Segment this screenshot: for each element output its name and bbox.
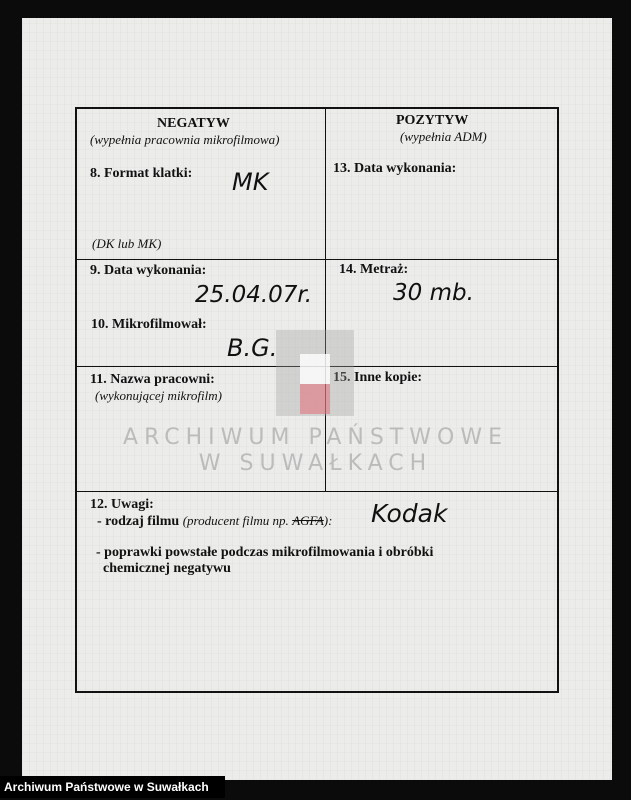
- nazwa-pracowni-hint: (wykonującej mikrofilm): [95, 388, 222, 403]
- rodzaj-filmu-struck: AGFA: [292, 513, 324, 528]
- metraz-value: 30 mb.: [393, 280, 474, 306]
- poprawki-line-1: - poprawki powstałe podczas mikrofilmowania i obróbki: [96, 545, 434, 560]
- format-value: MK: [232, 168, 269, 196]
- rodzaj-filmu-prefix: - rodzaj filmu: [97, 514, 180, 529]
- inne-kopie-label: 15. Inne kopie:: [333, 370, 423, 385]
- pozytyw-title: POZYTYW: [396, 113, 469, 128]
- row-divider-3: [77, 491, 557, 492]
- mikrofilmowal-value: B.G.: [227, 334, 278, 362]
- pozytyw-subtitle: (wypełnia ADM): [400, 129, 487, 144]
- rodzaj-filmu-line: [97, 513, 332, 530]
- data-wykonania-value: 25.04.07r.: [195, 282, 313, 308]
- watermark-logo-red: [300, 384, 330, 414]
- watermark-text-line-1: ARCHIWUM PAŃSTWOWE: [123, 425, 508, 450]
- poprawki-line-2: chemicznej negatywu: [103, 561, 231, 576]
- data-wykonania-label: 9. Data wykonania:: [90, 263, 207, 278]
- watermark-text-line-2: W SUWAŁKACH: [198, 451, 433, 476]
- negatyw-subtitle: (wypełnia pracownia mikrofilmowa): [90, 132, 280, 147]
- format-hint: (DK lub MK): [92, 236, 162, 251]
- rodzaj-filmu-hint-end: ):: [323, 513, 333, 528]
- watermark-logo-white: [300, 354, 330, 384]
- metraz-label: 14. Metraż:: [339, 262, 409, 277]
- nazwa-pracowni-label: 11. Nazwa pracowni:: [90, 372, 215, 387]
- format-label: 8. Format klatki:: [90, 166, 193, 181]
- negatyw-title: NEGATYW: [157, 116, 230, 131]
- row-divider-1: [77, 259, 557, 260]
- rodzaj-filmu-hint: (producent filmu np.: [182, 513, 289, 528]
- rodzaj-filmu-value: Kodak: [371, 499, 448, 528]
- footer-caption: Archiwum Państwowe w Suwałkach: [0, 776, 225, 798]
- uwagi-label: 12. Uwagi:: [90, 497, 154, 512]
- data-wykonania-pozytyw-label: 13. Data wykonania:: [333, 161, 457, 176]
- mikrofilmowal-label: 10. Mikrofilmował:: [91, 317, 207, 332]
